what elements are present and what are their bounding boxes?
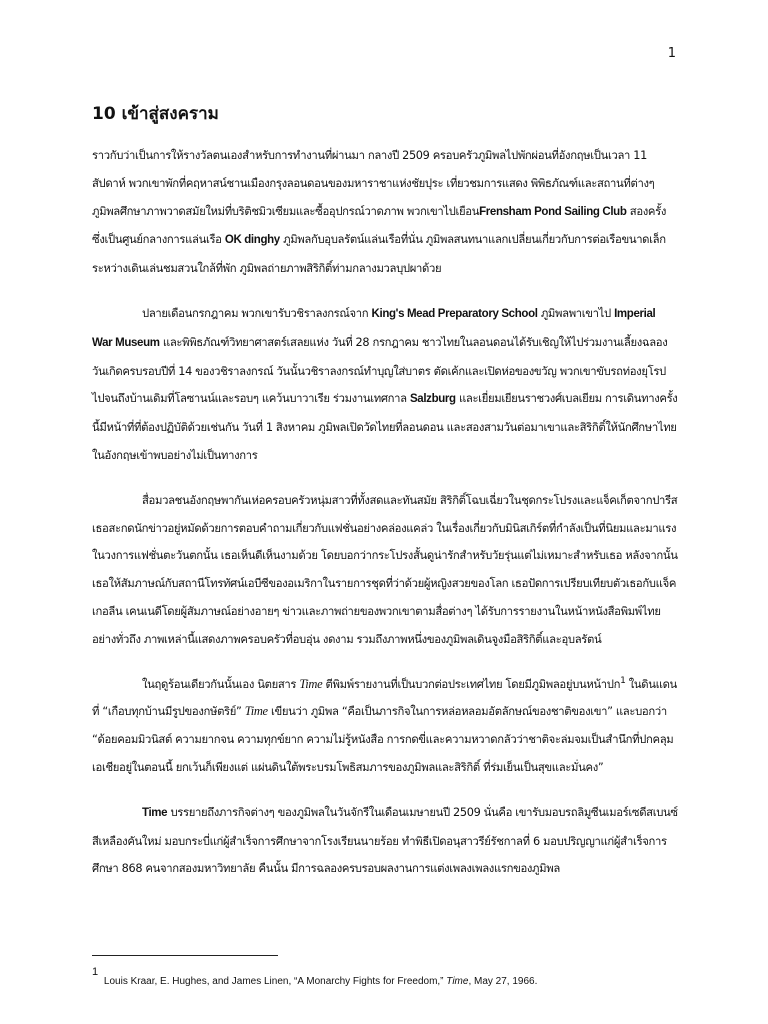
text: เขียนว่า ภูมิพล “คือเป็นภารกิจในการหล่อหลอมอัตลักษณ์ของชาติของเขา” และบอกว่า “ด้อยคอมมิวนิสต์ ความยากจน ความทุกข์ยาก ความไม่รู้หนังสือ การกดขี่และความหวาดกลัวว่าชาติจะล่มจมเป็นสำนึกที่ปกคลุมเอเชียอยู่ในตอนนี้ ยกเว้นก็เพียงแต่ แผ่นดินใต้พระบรมโพธิสมภารของภูมิพลและสิริกิติ์ ที่ร่มเย็นเป็นสุขและมั่นคง” (92, 705, 674, 774)
magazine-name: Time (244, 704, 268, 719)
chapter-title: 10 เข้าสู่สงคราม (92, 104, 219, 124)
text: Louis Kraar, E. Hughes, and James Linen, “A Monarchy Fights for Freedom,” (103, 976, 447, 987)
museum-name: Imperial War Museum (92, 307, 656, 349)
footnote-text (104, 976, 537, 987)
paragraph-4 (92, 671, 678, 782)
text: ภูมิพลพาเขาไป (537, 306, 615, 320)
magazine-name: Time (299, 676, 323, 691)
paragraph-1 (92, 142, 678, 283)
footnote (92, 966, 538, 987)
footnote-mark: 1 (92, 966, 99, 978)
text: ในดินแดนที่ “เกือบทุกบ้านมีรูปของกษัตริย์” (92, 677, 677, 719)
text: ตีพิมพ์รายงานที่เป็นบวกต่อประเทศไทย โดยมีภูมิพลอยู่บนหน้าปก (322, 677, 621, 691)
body-text (92, 142, 678, 900)
paragraph-5 (92, 799, 678, 883)
festival-name: Salzburg (409, 393, 456, 406)
magazine-name: Time (446, 976, 469, 987)
text: ภูมิพลกับอุบลรัตน์แล่นเรือที่นั่น ภูมิพลสนทนาแลกเปลี่ยนเกี่ยวกับการต่อเรือขนาดเล็ก ระหว่างเดินเล่นชมสวนใกล้ที่พัก ภูมิพลถ่ายภาพสิริกิติ์ท่ามกลางมวลบุปผาด้วย (92, 233, 666, 276)
text: บรรยายถึงภารกิจต่างๆ ของภูมิพลในวันจักรีในเดือนเมษายนปี 2509 นั่นคือ เขารับมอบรถลิมูซีนเมอร์เซดีสเบนซ์สีเหลืองคันใหม่ มอบกระบี่แก่ผู้สำเร็จการศึกษาจากโรงเรียนนายร้อย ทำพิธีเปิดอนุสาวรีย์รัชกาลที่ 6 มอบปริญญาแก่ผู้สำเร็จการศึกษา 868 คนจากสองมหาวิทยาลัย คืนนั้น มีการฉลองครบรอบผลงานการแต่งเพลงเพลงแรกของภูมิพล (92, 805, 678, 876)
footnote-divider (92, 955, 278, 956)
page-number: 1 (667, 46, 676, 61)
text: , May 27, 1966. (468, 976, 538, 987)
dinghy-name: OK dinghy (224, 234, 280, 247)
text: ราวกับว่าเป็นการให้รางวัลตนเองสำหรับการทำงานที่ผ่านมา กลางปี 2509 ครอบครัวภูมิพลไปพักผ่อนที่อังกฤษเป็นเวลา 11 สัปดาห์ พวกเขาพักที่คฤหาสน์ชานเมืองกรุงลอนดอนของมหาราชาแห่งชัยปุระ เที่ยวชมการแสดง พิพิธภัณฑ์และสถานที่ต่างๆ ภูมิพลศึกษาภาพวาดสมัยใหม่ที่บริติชมิวเซียมและซื้ออุปกรณ์วาดภาพ พวกเขาไปเยือน (92, 149, 655, 218)
school-name: King's Mead Preparatory School (371, 307, 538, 320)
text: และพิพิธภัณฑ์วิทยาศาสตร์เสลยแห่ง วันที่ 28 กรกฎาคม ชาวไทยในลอนดอนได้รับเชิญให้ไปร่วมงานเลี้ยงฉลองวันเกิดครบรอบปีที่ 14 ของวชิราลงกรณ์ วันนั้นวชิราลงกรณ์ทำบุญใส่บาตร ตัดเค้กและเปิดห่อของขวัญ พวกเขาขับรถท่องยุโรปไปจนถึงบ้านเดิมที่โลซานน์และรอบๆ แคว้นบาวาเรีย ร่วมงานเทศกาล (92, 335, 668, 406)
text: และเยี่ยมเยียนราชวงศ์เบลเยียม การเดินทางครั้งนี้มีหน้าที่ที่ต้องปฏิบัติด้วยเช่นกัน วันที่ 1 สิงหาคม ภูมิพลเปิดวัดไทยที่ลอนดอน และสองสามวันต่อมาเขาและสิริกิติ์ให้นักศึกษาไทยในอังกฤษเข้าพบอย่างไม่เป็นทางการ (92, 392, 678, 462)
magazine-name: Time (142, 806, 168, 819)
sailing-club-name: Frensham Pond Sailing Club (479, 205, 627, 218)
footnote-reference[interactable]: 1 (620, 675, 626, 686)
text: ในฤดูร้อนเดียวกันนั้นเอง นิตยสาร (142, 677, 300, 691)
text: สองครั้ง ซึ่งเป็นศูนย์กลางการแล่นเรือ (92, 204, 667, 247)
paragraph-3: สื่อมวลชนอังกฤษพากันเห่อครอบครัวหนุ่มสาวที่ทั้งสดและทันสมัย สิริกิติ์โฉบเฉี่ยวในชุดกระโปรงและแจ็คเก็ตจากปารีส เธอสะกดนักข่าวอยู่หมัดด้วยการตอบคำถามเกี่ยวกับแฟชั่นอย่างคล่องแคล่ว ในเรื่องเกี่ยวกับมินิสเกิร์ตที่กำลังเป็นที่นิยมและมาแรงในวงการแฟชั่นตะวันตกนั้น เธอเห็นดีเห็นงามด้วย โดยบอกว่ากระโปรงสั้นดูน่ารักสำหรับวัยรุ่นแต่ไม่เหมาะสำหรับเธอ หลังจากนั้น เธอให้สัมภาษณ์กับสถานีโทรทัศน์เอบีซีของอเมริกาในรายการชุดที่ว่าด้วยผู้หญิงสวยของโลก เธอปัดการเปรียบเทียบตัวเธอกับแจ็คเกอลีน เคนเนดีโดยผู้สัมภาษณ์อย่างอายๆ ข่าวและภาพถ่ายของพวกเขาตามสื่อต่างๆ ได้รับการรายงานในหน้าหนังสือพิมพ์ไทยอย่างทั่วถึง ภาพเหล่านี้แสดงภาพครอบครัวที่อบอุ่น งดงาม รวมถึงภาพหนึ่งของภูมิพลเดินจูงมือสิริกิติ์และอุบลรัตน์ (92, 493, 678, 646)
text: ปลายเดือนกรกฎาคม พวกเขารับวชิราลงกรณ์จาก (142, 306, 372, 320)
paragraph-2 (92, 300, 678, 470)
